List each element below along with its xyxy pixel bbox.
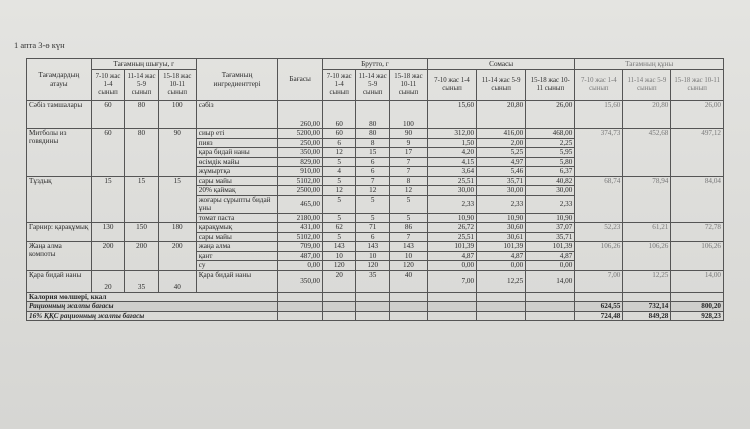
price-cell: 5102,00 <box>278 176 323 186</box>
cost-cell: 72,78 <box>671 223 724 242</box>
brutto-cell: 143 <box>356 242 390 252</box>
col-age-header: 11-14 жас 5-9 сынып <box>125 70 159 101</box>
page-title: 1 апта 3-ө күн <box>14 40 65 50</box>
brutto-cell: 80 <box>356 129 390 139</box>
dish-name: Қара бидай наны <box>27 270 92 292</box>
kks-total-value: 724,48 <box>575 311 623 321</box>
sum-cell: 10,90 <box>427 213 476 223</box>
kks-total-value: 849,28 <box>623 311 671 321</box>
sum-cell: 468,00 <box>526 129 575 139</box>
brutto-cell: 90 <box>389 129 427 139</box>
ingredient-name: сары майы <box>196 176 278 186</box>
brutto-cell: 120 <box>322 261 356 271</box>
price-cell: 829,00 <box>278 157 323 167</box>
dish-name: Митболы из говядины <box>27 129 92 177</box>
cost-cell: 452,68 <box>623 129 671 177</box>
col-age-header: 15-18 жас 10-11 сынып <box>158 70 196 101</box>
brutto-cell: 4 <box>322 167 356 177</box>
brutto-cell: 15 <box>356 148 390 158</box>
output-cell: 15 <box>125 176 159 223</box>
sum-cell: 30,60 <box>477 223 526 233</box>
ingredient-name: қант <box>196 251 278 261</box>
price-cell: 260,00 <box>278 101 323 129</box>
cost-cell: 497,12 <box>671 129 724 177</box>
price-cell: 350,00 <box>278 270 323 292</box>
col-age-header: 7-10 жас 1-4 сынып <box>91 70 125 101</box>
sum-cell: 4,15 <box>427 157 476 167</box>
sum-cell: 4,87 <box>427 251 476 261</box>
sum-cell: 2,33 <box>477 195 526 213</box>
brutto-cell: 5 <box>322 176 356 186</box>
brutto-cell: 7 <box>356 176 390 186</box>
output-cell: 15 <box>91 176 125 223</box>
cost-cell: 106,26 <box>623 242 671 271</box>
brutto-cell: 10 <box>356 251 390 261</box>
brutto-cell: 12 <box>322 148 356 158</box>
col-age-header: 7-10 жас 1-4 сынып <box>322 70 356 101</box>
brutto-cell: 6 <box>356 157 390 167</box>
cost-cell: 84,04 <box>671 176 724 223</box>
ration-total-label: Рационның жалпы бағасы <box>27 302 278 312</box>
brutto-cell: 7 <box>389 167 427 177</box>
sum-cell: 0,00 <box>526 261 575 271</box>
price-cell: 910,00 <box>278 167 323 177</box>
dish-name: Сәбіз тамшалары <box>27 101 92 129</box>
sum-cell: 30,00 <box>526 186 575 196</box>
sum-cell: 0,00 <box>427 261 476 271</box>
col-age-header: 11-14 жас 5-9 сынып <box>477 70 526 101</box>
sum-cell: 12,25 <box>477 270 526 292</box>
col-dish-name: Тағамдардың атауы <box>27 59 92 101</box>
sum-cell: 35,71 <box>477 176 526 186</box>
sum-cell: 7,00 <box>427 270 476 292</box>
brutto-cell: 5 <box>389 195 427 213</box>
ration-total-value: 800,20 <box>671 302 724 312</box>
price-cell: 5102,00 <box>278 232 323 242</box>
cost-cell: 374,73 <box>575 129 623 177</box>
output-cell: 80 <box>125 129 159 177</box>
ration-total-value: 732,14 <box>623 302 671 312</box>
cost-cell: 12,25 <box>623 270 671 292</box>
brutto-cell: 143 <box>389 242 427 252</box>
col-ingredients: Тағамның ингредиенттері <box>196 59 278 101</box>
output-cell: 180 <box>158 223 196 242</box>
ingredient-name: су <box>196 261 278 271</box>
brutto-cell: 12 <box>389 186 427 196</box>
col-age-header: 7-10 жас 1-4 сынып <box>575 70 623 101</box>
brutto-cell: 5 <box>389 213 427 223</box>
brutto-cell: 5 <box>322 195 356 213</box>
sum-cell: 14,00 <box>526 270 575 292</box>
brutto-cell: 8 <box>389 176 427 186</box>
brutto-cell: 100 <box>389 101 427 129</box>
sum-cell: 35,71 <box>526 232 575 242</box>
sum-cell: 30,61 <box>477 232 526 242</box>
brutto-cell: 60 <box>322 129 356 139</box>
sum-cell: 5,95 <box>526 148 575 158</box>
brutto-cell: 80 <box>356 101 390 129</box>
output-cell: 200 <box>125 242 159 271</box>
brutto-cell: 71 <box>356 223 390 233</box>
brutto-cell: 5 <box>322 232 356 242</box>
ingredient-name: сәбіз <box>196 101 278 129</box>
brutto-cell: 7 <box>389 157 427 167</box>
sum-cell: 40,82 <box>526 176 575 186</box>
output-cell: 80 <box>125 101 159 129</box>
col-age-header: 11-14 жас 5-9 сынып <box>623 70 671 101</box>
sum-cell: 30,00 <box>427 186 476 196</box>
brutto-cell: 8 <box>356 138 390 148</box>
brutto-cell: 12 <box>322 186 356 196</box>
price-cell: 0,00 <box>278 261 323 271</box>
cost-cell: 106,26 <box>671 242 724 271</box>
kks-total-value: 928,23 <box>671 311 724 321</box>
sum-cell: 4,87 <box>477 251 526 261</box>
sum-cell: 26,00 <box>526 101 575 129</box>
output-cell: 40 <box>158 270 196 292</box>
brutto-cell: 5 <box>322 213 356 223</box>
cost-cell: 78,94 <box>623 176 671 223</box>
ingredient-name: қара бидай наны <box>196 148 278 158</box>
price-cell: 709,00 <box>278 242 323 252</box>
sum-cell: 2,33 <box>427 195 476 213</box>
cost-cell: 106,26 <box>575 242 623 271</box>
brutto-cell: 35 <box>356 270 390 292</box>
sum-cell: 4,87 <box>526 251 575 261</box>
price-cell: 431,00 <box>278 223 323 233</box>
ingredient-name: өсімдік майы <box>196 157 278 167</box>
price-cell: 350,00 <box>278 148 323 158</box>
ingredient-name: жаңа алма <box>196 242 278 252</box>
sum-cell: 2,25 <box>526 138 575 148</box>
col-price: Бағасы <box>278 59 323 101</box>
sum-cell: 25,51 <box>427 232 476 242</box>
output-cell: 35 <box>125 270 159 292</box>
output-cell: 60 <box>91 101 125 129</box>
dish-name: Гарнир: қарақұмық <box>27 223 92 242</box>
cost-cell: 61,21 <box>623 223 671 242</box>
sum-cell: 15,60 <box>427 101 476 129</box>
output-cell: 100 <box>158 101 196 129</box>
brutto-cell: 120 <box>356 261 390 271</box>
brutto-cell: 5 <box>356 195 390 213</box>
brutto-cell: 10 <box>389 251 427 261</box>
price-cell: 250,00 <box>278 138 323 148</box>
output-cell: 200 <box>91 242 125 271</box>
brutto-cell: 5 <box>356 213 390 223</box>
ingredient-name: сиыр еті <box>196 129 278 139</box>
ingredient-name: 20% қаймақ <box>196 186 278 196</box>
brutto-cell: 60 <box>322 101 356 129</box>
sum-cell: 30,00 <box>477 186 526 196</box>
output-cell: 60 <box>91 129 125 177</box>
brutto-cell: 143 <box>322 242 356 252</box>
col-age-header: 15-18 жас 10-11 сынып <box>526 70 575 101</box>
sum-cell: 6,37 <box>526 167 575 177</box>
sum-cell: 20,80 <box>477 101 526 129</box>
output-cell: 20 <box>91 270 125 292</box>
brutto-cell: 6 <box>356 232 390 242</box>
sum-cell: 25,51 <box>427 176 476 186</box>
dish-name: Жаңа алма компоты <box>27 242 92 271</box>
dish-name: Тұздық <box>27 176 92 223</box>
sum-cell: 1,50 <box>427 138 476 148</box>
brutto-cell: 10 <box>322 251 356 261</box>
cost-cell: 15,60 <box>575 101 623 129</box>
brutto-cell: 86 <box>389 223 427 233</box>
cost-cell: 68,74 <box>575 176 623 223</box>
brutto-cell: 7 <box>389 232 427 242</box>
brutto-cell: 6 <box>356 167 390 177</box>
sum-cell: 416,00 <box>477 129 526 139</box>
ingredient-name: жоғары сұрыпты бидай ұны <box>196 195 278 213</box>
output-cell: 150 <box>125 223 159 242</box>
brutto-cell: 6 <box>322 138 356 148</box>
ingredient-name: жұмыртқа <box>196 167 278 177</box>
cost-cell: 52,23 <box>575 223 623 242</box>
col-age-header: 15-18 жас 10-11 сынып <box>671 70 724 101</box>
price-cell: 5200,00 <box>278 129 323 139</box>
ingredient-name: сары майы <box>196 232 278 242</box>
ingredient-name: қарақұмық <box>196 223 278 233</box>
col-cost-group: Тағамның құны <box>575 59 724 70</box>
sum-cell: 5,25 <box>477 148 526 158</box>
sum-cell: 312,00 <box>427 129 476 139</box>
sum-cell: 4,97 <box>477 157 526 167</box>
sum-cell: 101,39 <box>526 242 575 252</box>
brutto-cell: 9 <box>389 138 427 148</box>
sum-cell: 10,90 <box>477 213 526 223</box>
output-cell: 90 <box>158 129 196 177</box>
sum-cell: 101,39 <box>477 242 526 252</box>
ingredient-name: пияз <box>196 138 278 148</box>
kks-total-label: 16% ҚҚС рационның жалпы бағасы <box>27 311 278 321</box>
sum-cell: 5,46 <box>477 167 526 177</box>
brutto-cell: 20 <box>322 270 356 292</box>
sum-cell: 2,33 <box>526 195 575 213</box>
cost-cell: 26,00 <box>671 101 724 129</box>
col-sum-group: Сомасы <box>427 59 574 70</box>
cost-cell: 7,00 <box>575 270 623 292</box>
brutto-cell: 17 <box>389 148 427 158</box>
col-output-group: Тағамның шығуы, г <box>91 59 196 70</box>
col-age-header: 7-10 жас 1-4 сынып <box>427 70 476 101</box>
sum-cell: 3,64 <box>427 167 476 177</box>
sum-cell: 26,72 <box>427 223 476 233</box>
cost-cell: 14,00 <box>671 270 724 292</box>
sum-cell: 5,80 <box>526 157 575 167</box>
brutto-cell: 120 <box>389 261 427 271</box>
cost-cell: 20,80 <box>623 101 671 129</box>
output-cell: 130 <box>91 223 125 242</box>
sum-cell: 101,39 <box>427 242 476 252</box>
ingredient-name: Қара бидай наны <box>196 270 278 292</box>
sum-cell: 4,20 <box>427 148 476 158</box>
price-cell: 2180,00 <box>278 213 323 223</box>
output-cell: 15 <box>158 176 196 223</box>
calories-label: Калория мөлшері, ккал <box>27 292 278 302</box>
sum-cell: 2,00 <box>477 138 526 148</box>
col-age-header: 11-14 жас 5-9 сынып <box>356 70 390 101</box>
col-age-header: 15-18 жас 10-11 сынып <box>389 70 427 101</box>
brutto-cell: 5 <box>322 157 356 167</box>
brutto-cell: 12 <box>356 186 390 196</box>
price-cell: 487,00 <box>278 251 323 261</box>
menu-cost-table <box>26 58 724 321</box>
ingredient-name: томат паста <box>196 213 278 223</box>
price-cell: 2500,00 <box>278 186 323 196</box>
output-cell: 200 <box>158 242 196 271</box>
sum-cell: 37,07 <box>526 223 575 233</box>
price-cell: 465,00 <box>278 195 323 213</box>
ration-total-value: 624,55 <box>575 302 623 312</box>
sum-cell: 10,90 <box>526 213 575 223</box>
col-brutto-group: Брутто, г <box>322 59 427 70</box>
brutto-cell: 62 <box>322 223 356 233</box>
brutto-cell: 40 <box>389 270 427 292</box>
sum-cell: 0,00 <box>477 261 526 271</box>
